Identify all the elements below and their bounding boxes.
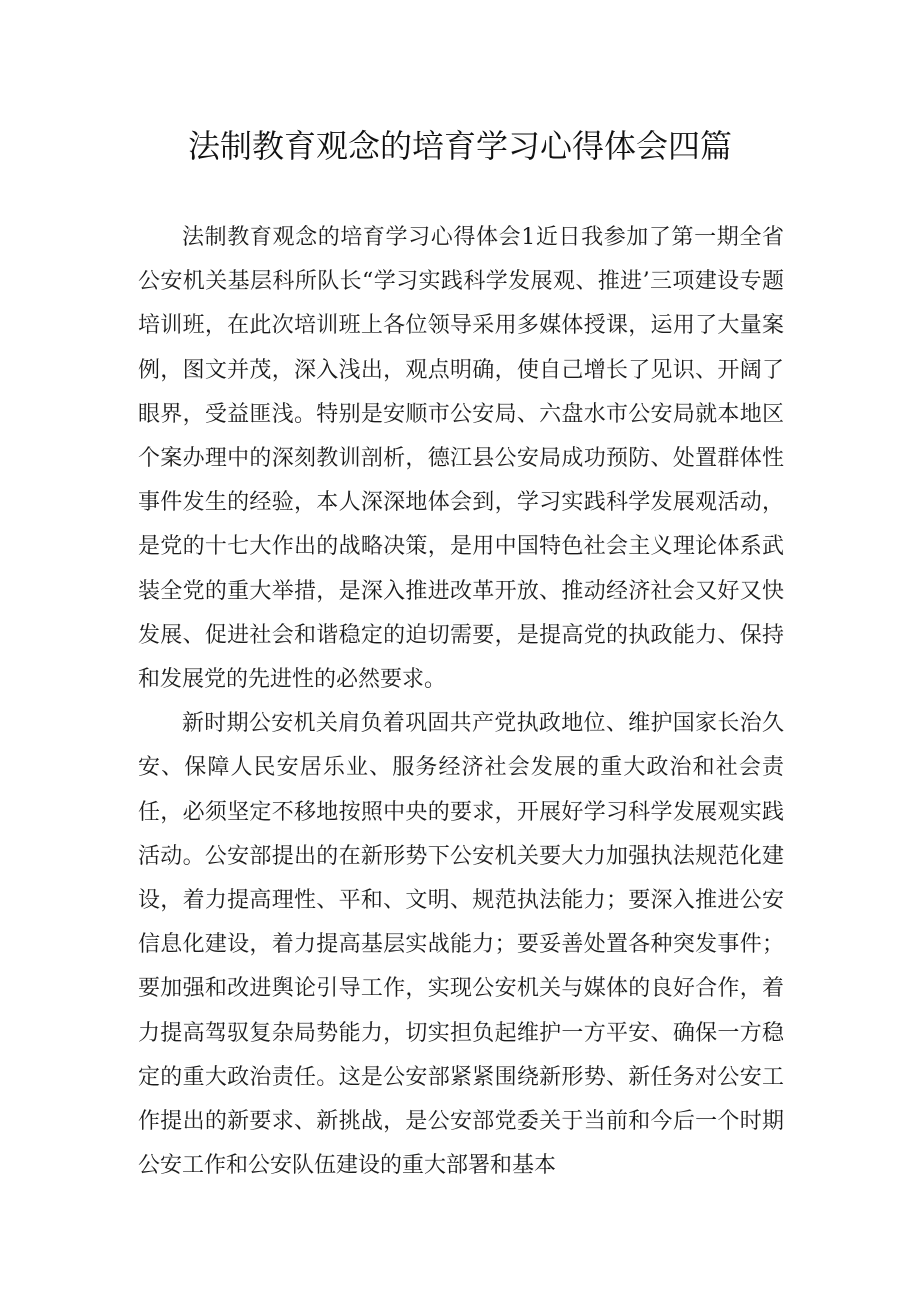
paragraph-2: 新时期公安机关肩负着巩固共产党执政地位、维护国家长治久安、保障人民安居乐业、服务经济社会发展的重大政治和社会责任，必须坚定不移地按照中央的要求，开展好学习科学发展观实践活动。公安部提出的在新形势下公安机关要大力加强执法规范化建设，着力提高理性、平和、文明、规范执法能力；要深入推进公安信息化建设，着力提高基层实战能力；要妥善处置各种突发事件；要加强和改进舆论引导工作，实现公安机关与媒体的良好合作，着力提高驾驭复杂局势能力，切实担负起维护一方平安、确保一方稳定的重大政治责任。这是公安部紧紧围绕新形势、新任务对公安工作提出的新要求、新挑战，是公安部党委关于当前和今后一个时期公安工作和公安队伍建设的重大部署和基本: [138, 711, 784, 1179]
document-title: 法制教育观念的培育学习心得体会四篇: [187, 127, 732, 165]
paragraph-1: 法制教育观念的培育学习心得体会1近日我参加了第一期全省公安机关基层科所队长“学习实践科学发展观、推进’三项建设专题培训班，在此次培训班上各位领导采用多媒体授课，运用了大量案例，图文并茂，深入浅出，观点明确，使自己增长了见识、开阔了眼界，受益匪浅。特别是安顺市公安局、六盘水市公安局就本地区个案办理中的深刻教训剖析，德江县公安局成功预防、处置群体性事件发生的经验，本人深深地体会到，学习实践科学发展观活动，是党的十七大作出的战略决策，是用中国特色社会主义理论体系武装全党的重大举措，是深入推进改革开放、推动经济社会又好又快发展、促进社会和谐稳定的迫切需要，是提高党的执政能力、保持和发展党的先进性的必然要求。: [138, 225, 784, 693]
document-body: [138, 216, 784, 1188]
